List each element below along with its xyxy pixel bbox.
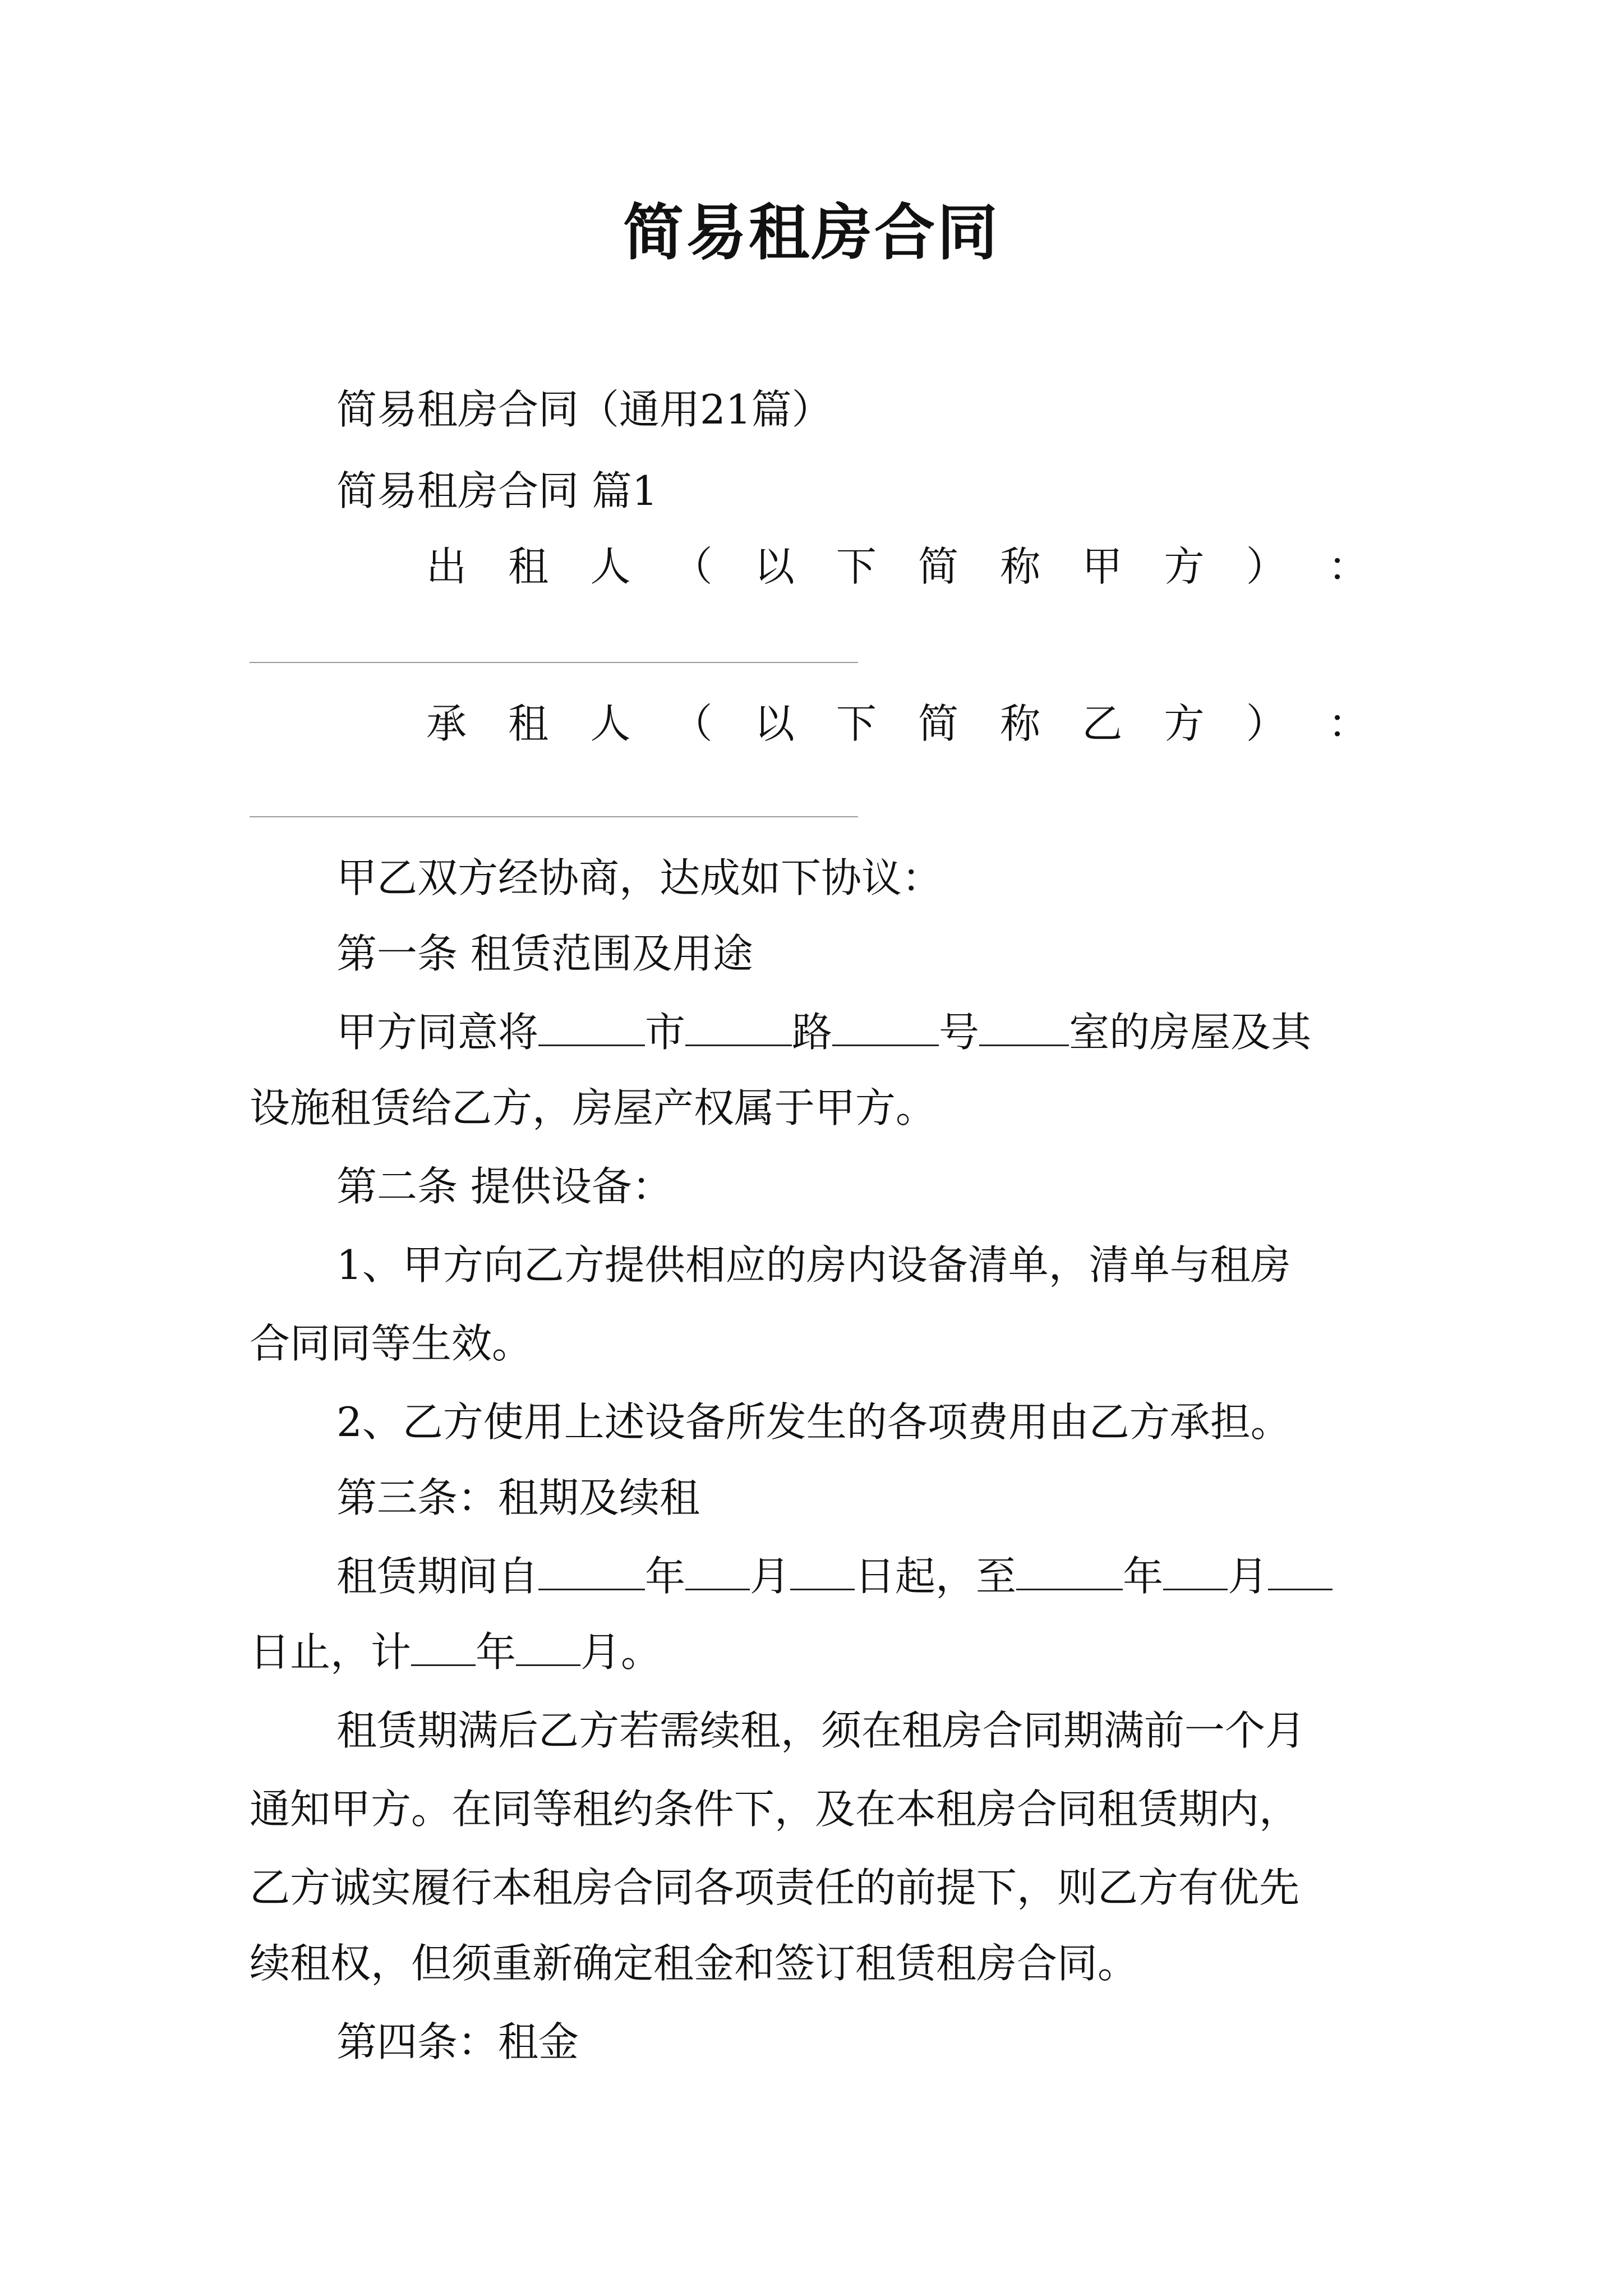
article3-renew-line3: 乙方诚实履行本租房合同各项责任的前提下，则乙方有优先 (250, 1864, 1300, 1911)
article2-heading: 第二条 提供设备： (336, 1163, 672, 1210)
blank-end-day (1268, 1550, 1332, 1590)
document-title: 简易租房合同 (623, 197, 1000, 268)
blank-end-year (1016, 1550, 1123, 1590)
article2-item1-line1: 1、甲方向乙方提供相应的房内设备清单，清单与租房 (336, 1241, 1291, 1289)
article2-item1-line2: 合同同等生效。 (250, 1320, 533, 1367)
article2-item2: 2、乙方使用上述设备所发生的各项费用由乙方承担。 (336, 1398, 1291, 1446)
blank-end-month (1163, 1550, 1228, 1590)
lessor-line: 出 租 人 （ 以 下 简 称 甲 方 ） ： (426, 543, 1368, 590)
article3-renew-line2: 通知甲方。在同等租约条件下，及在本租房合同租赁期内， (250, 1786, 1300, 1833)
blank-start-month (685, 1550, 750, 1590)
blank-start-year (538, 1550, 645, 1590)
article3-term-line2: 日止，计 年 月。 (250, 1624, 661, 1680)
article3-renew-line4: 续租权，但须重新确定租金和签订租赁租房合同。 (250, 1940, 1138, 1987)
document-subtitle: 简易租房合同（通用21篇） (336, 386, 832, 433)
article1-paragraph-line1: 甲方同意将 市 路 号 室的房屋及其 (336, 1004, 1311, 1060)
article3-heading: 第三条：租期及续租 (336, 1474, 700, 1521)
lessor-fill-line (250, 662, 858, 663)
blank-number (832, 1006, 939, 1046)
chapter-heading: 简易租房合同 篇1 (336, 467, 658, 514)
article4-heading: 第四条：租金 (336, 2018, 579, 2065)
blank-city (538, 1006, 645, 1046)
article1-heading: 第一条 租赁范围及用途 (336, 930, 753, 977)
article1-paragraph-line2: 设施租赁给乙方，房屋产权属于甲方。 (250, 1084, 937, 1131)
article3-term-line1: 租赁期间自 年 月 日起，至 年 月 (336, 1548, 1332, 1604)
blank-start-day (790, 1550, 855, 1590)
article3-renew-line1: 租赁期满后乙方若需续租，须在租房合同期满前一个月 (336, 1707, 1306, 1754)
lessee-fill-line (250, 816, 858, 817)
lessee-line: 承 租 人 （ 以 下 简 称 乙 方 ） ： (426, 700, 1368, 747)
blank-total-years (411, 1626, 476, 1666)
blank-room (979, 1006, 1069, 1046)
agreement-intro: 甲乙双方经协商，达成如下协议： (336, 854, 943, 901)
blank-road (685, 1006, 792, 1046)
blank-total-months (516, 1626, 580, 1666)
